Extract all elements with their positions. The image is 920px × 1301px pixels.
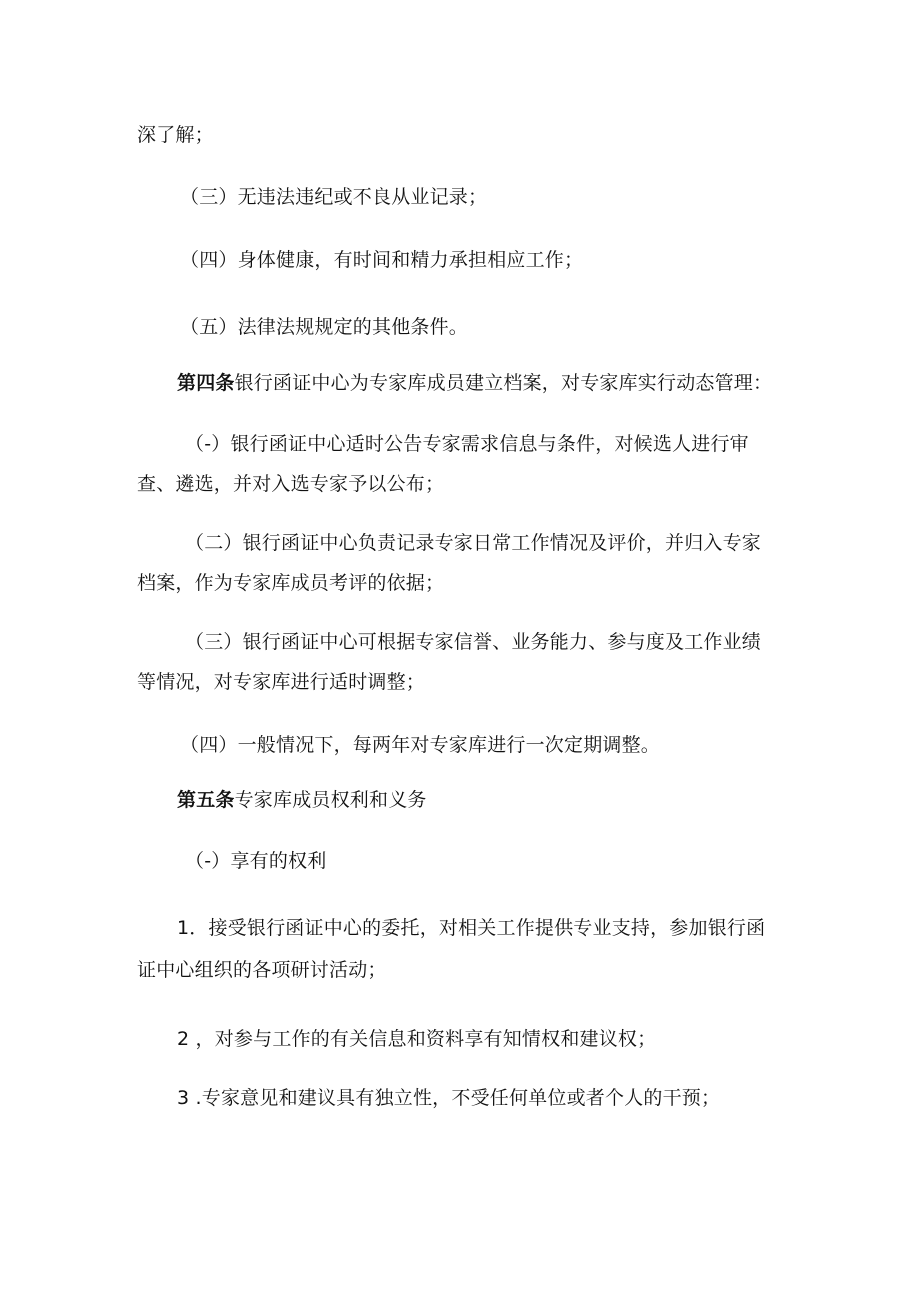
paragraph-line <box>180 733 660 757</box>
paragraph-line <box>137 472 444 496</box>
line-text: 3 .专家意见和建议具有独立性，不受任何单位或者个人的干预； <box>177 1087 721 1109</box>
line-text: （三）银行函证中心可根据专家信誉、业务能力、参与度及工作业绩 <box>185 631 762 653</box>
paragraph-line <box>185 432 749 456</box>
line-text: 银行函证中心为专家库成员建立档案，对专家库实行动态管理： <box>234 372 773 394</box>
paragraph-line <box>180 315 468 339</box>
paragraph-line <box>180 185 487 209</box>
paragraph-line <box>180 248 583 272</box>
line-text: 专家库成员权利和义务 <box>234 789 427 811</box>
line-text: 1．接受银行函证中心的委托，对相关工作提供专业支持，参加银行函 <box>177 917 766 939</box>
line-text: （五）法律法规规定的其他条件。 <box>180 316 469 338</box>
line-text: （四）一般情况下，每两年对专家库进行一次定期调整。 <box>180 734 661 756</box>
paragraph-line <box>185 630 761 654</box>
article-heading: 第五条 <box>177 789 235 811</box>
paragraph-line <box>185 849 326 873</box>
line-text: 查、遴选，并对入选专家予以公布； <box>137 473 445 495</box>
line-text: （二）银行函证中心负责记录专家日常工作情况及评价，并归入专家 <box>185 532 762 554</box>
paragraph-line <box>177 1086 720 1110</box>
line-text: （四）身体健康，有时间和精力承担相应工作； <box>180 249 584 271</box>
article-line <box>177 788 427 812</box>
paragraph-line <box>137 571 444 595</box>
line-text: 等情况，对专家库进行适时调整； <box>137 671 426 693</box>
article-heading: 第四条 <box>177 372 235 394</box>
paragraph-line <box>177 916 765 940</box>
paragraph-line <box>177 1027 656 1051</box>
paragraph-line <box>185 531 761 555</box>
paragraph-line <box>137 123 214 147</box>
line-text: （-）银行函证中心适时公告专家需求信息与条件，对候选人进行审 <box>185 433 749 455</box>
line-text: 深了解； <box>137 124 214 146</box>
line-text: 档案，作为专家库成员考评的依据； <box>137 572 445 594</box>
paragraph-line <box>137 670 425 694</box>
line-text: （三）无违法违纪或不良从业记录； <box>180 186 488 208</box>
line-text: 证中心组织的各项研讨活动； <box>137 959 387 981</box>
line-text: 2 ，对参与工作的有关信息和资料享有知情权和建议权； <box>177 1028 657 1050</box>
article-line <box>177 371 772 395</box>
paragraph-line <box>137 958 387 982</box>
line-text: （-）享有的权利 <box>185 850 327 872</box>
